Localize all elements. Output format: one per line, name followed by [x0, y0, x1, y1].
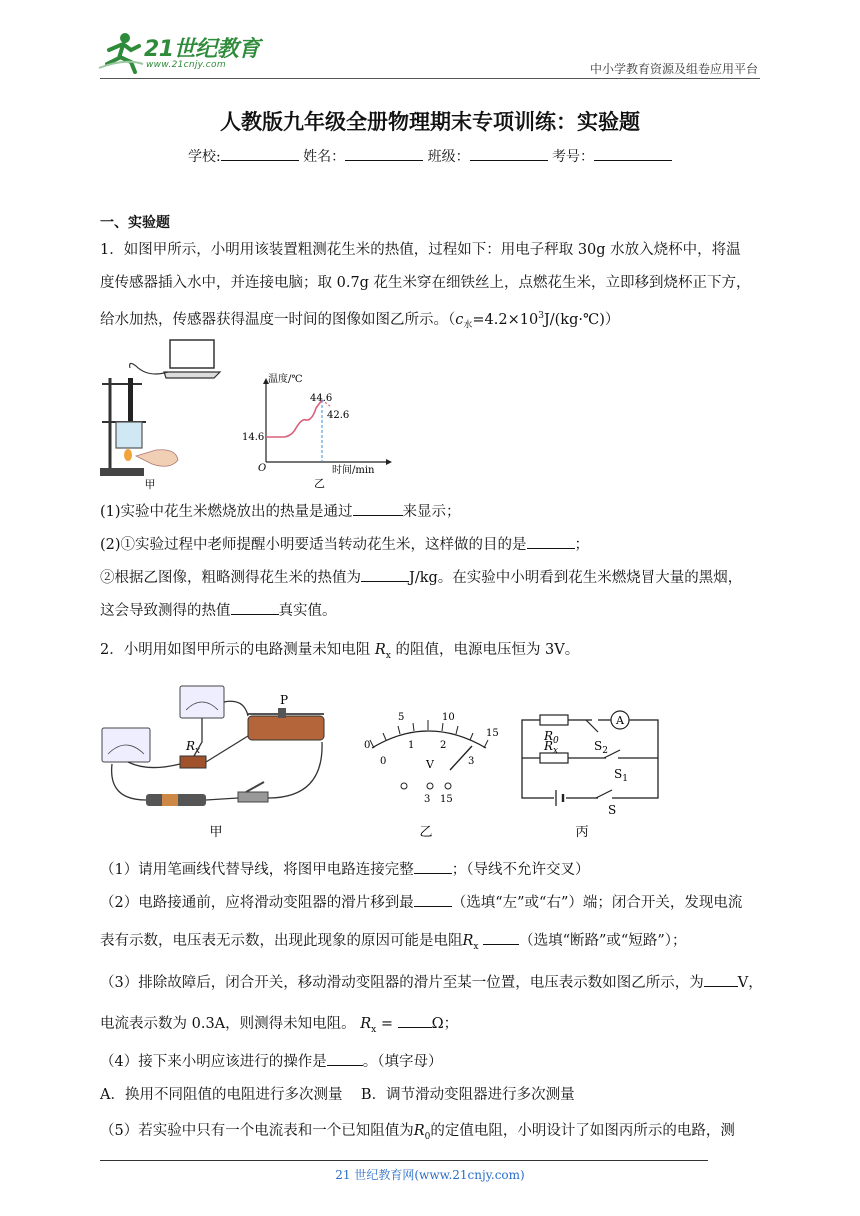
dial-bottom-1: 1 — [408, 740, 415, 751]
dial-bottom-3: 3 — [468, 756, 475, 767]
beaker — [116, 422, 142, 448]
graph-y-label: 温度/℃ — [268, 374, 303, 385]
q2-sub3: （3）排除故障后，闭合开关，移动滑动变阻器的滑片至某一位置，电压表示数如图乙所示，为 V， — [100, 967, 768, 1000]
q2-sub2: （2）电路接通前，应将滑动变阻器的滑片移到最 （选填“左”或“右”）端；闭合开关，发现电流 — [100, 887, 768, 920]
q2-sub1: （1）请用笔画线代替导线，将图甲电路连接完整 ；（导线不允许交叉） — [100, 854, 768, 887]
q1-blank-2[interactable] — [527, 534, 575, 549]
header-divider — [100, 78, 760, 79]
hand-icon — [136, 450, 178, 467]
q2-blank-5[interactable] — [398, 1013, 432, 1028]
fig3-s2-sub: 2 — [602, 746, 608, 756]
q2-stem: 2．小明用如图甲所示的电路测量未知电阻 $R_x$ 的阻值，电源电压恒为 3V。 — [100, 642, 580, 661]
graph-x-label: 时间/min — [332, 465, 375, 476]
footer-divider — [100, 1160, 708, 1161]
q2-figure-circuit-physical — [98, 680, 334, 840]
fig3-s2-label: S — [594, 739, 603, 753]
dial-top-0: 0 — [364, 740, 371, 751]
class-blank[interactable] — [470, 147, 548, 161]
q1-blank-4[interactable] — [231, 600, 279, 615]
school-blank[interactable] — [221, 147, 299, 161]
q1-line3: 给水加热，传感器获得温度一时间的图像如图乙所示。$(c_水=4.2\times 10^3J/(kg\cdot℃))$ — [100, 311, 620, 331]
svg-text:S2 — [594, 739, 608, 756]
q1-sub4: 这会导致测得的热值 真实值。 — [100, 595, 768, 628]
platform-label: 中小学教育资源及组卷应用平台 — [589, 62, 758, 76]
page-title: 人教版九年级全册物理期末专项训练：实验题 — [220, 110, 640, 134]
q1-blank-3[interactable] — [361, 567, 409, 582]
fig1-caption-jia: 甲 — [144, 478, 156, 491]
option-b[interactable]: B．调节滑动变阻器进行多次测量 — [360, 1087, 575, 1103]
dial-unit: V — [426, 758, 434, 771]
fig3-rx-label: R — [544, 739, 554, 753]
fig2-caption-yi: 乙 — [419, 825, 433, 840]
q1-figure-apparatus — [98, 338, 228, 490]
fig2-rx-label: R — [186, 739, 196, 753]
graph-end-value: 42.6 — [327, 410, 350, 421]
q2-blank-3[interactable] — [483, 930, 519, 945]
q1-line2: 度传感器插入水中，并连接电脑；取 0.7g 花生米穿在细铁丝上，点燃花生米，立即移到烧杯正下方， — [100, 275, 751, 291]
fig2-slider-label: P — [280, 693, 289, 707]
dial-terminal-3: 3 — [424, 794, 431, 805]
fig3-r0-label: R — [544, 729, 554, 743]
fig3-s-label: S — [608, 803, 617, 817]
fig2-caption-jia: 甲 — [209, 825, 223, 840]
laptop-base — [164, 372, 220, 378]
resistor-rx — [180, 756, 206, 768]
fig3-s1-label: S — [614, 767, 623, 781]
q2-sub4: （4）接下来小明应该进行的操作是 。（填字母） — [100, 1046, 768, 1079]
fig1-caption-yi: 乙 — [314, 477, 325, 490]
fig2-caption-bing: 丙 — [575, 825, 589, 840]
brand-name: 21世纪教育 — [144, 37, 260, 62]
brand-url: www.21cnjy.com — [146, 60, 226, 70]
laptop-screen — [170, 340, 214, 368]
exam-no-label: 考号： — [552, 149, 595, 165]
graph-curve — [266, 400, 322, 437]
q1-sub2: (2)①实验过程中老师提醒小明要适当转动花生米，这样做的目的是 ； — [100, 529, 768, 562]
footer-link[interactable]: 21 世纪教育网(www.21cnjy.com) — [335, 1168, 525, 1182]
q2-figure-voltmeter-dial — [358, 706, 508, 840]
switch — [238, 792, 268, 802]
exam-no-blank[interactable] — [594, 147, 672, 161]
q1-temperature-graph — [242, 370, 398, 490]
dial-terminal-15: 15 — [440, 794, 453, 805]
flame-icon — [124, 449, 132, 461]
dial-top-10: 10 — [442, 712, 455, 723]
dial-top-5: 5 — [398, 712, 405, 723]
q2-sub5: （5）若实验中只有一个电流表和一个已知阻值为$R_0$的定值电阻，小明设计了如图丙所示的电路，测 — [100, 1123, 735, 1142]
switch-s2 — [586, 720, 598, 732]
q2-blank-2[interactable] — [414, 892, 452, 907]
q1-sub1: (1)实验中花生米燃烧放出的热量是通过 来显示； — [100, 496, 768, 529]
fig2-rx-sub: x — [195, 746, 201, 756]
section-heading: 一、实验题 — [100, 215, 170, 231]
q2-figure-circuit-diagram — [514, 710, 664, 840]
stand-base — [100, 468, 144, 476]
q2-sub2-cont: 表有示数，电压表无示数，出现此现象的原因可能是电阻$R_x$ （选填“断路”或“短路”）； — [100, 925, 768, 964]
q1-blank-1[interactable] — [353, 501, 403, 516]
dial-bottom-0: 0 — [380, 756, 387, 767]
class-label: 班级： — [427, 149, 470, 165]
q1-sub3: ②根据乙图像，粗略测得花生米的热值为 J/kg。在实验中小明看到花生米燃烧冒大量的黑烟， — [100, 562, 768, 595]
dial-top-15: 15 — [486, 728, 499, 739]
rheostat — [248, 716, 324, 740]
name-blank[interactable] — [345, 147, 423, 161]
svg-text:S1 — [614, 767, 628, 784]
graph-start-value: 14.6 — [242, 432, 265, 443]
q2-blank-1[interactable] — [414, 859, 452, 874]
graph-origin: O — [258, 463, 267, 474]
graph-peak-value: 44.6 — [310, 393, 333, 404]
q2-sub3-cont: 电流表示数为 0.3A，则测得未知电阻。 $R_x = \Omega$； — [100, 1008, 768, 1047]
school-label: 学校: — [187, 149, 221, 165]
svg-text:Rx — [185, 739, 200, 756]
student-info — [0, 146, 860, 166]
q2-options — [100, 1079, 768, 1112]
dial-bottom-2: 2 — [440, 740, 447, 751]
fig3-s1-sub: 1 — [622, 774, 628, 784]
temperature-sensor — [128, 378, 133, 424]
name-label: 姓名： — [303, 149, 346, 165]
resistor-r0 — [540, 715, 568, 725]
fig3-rx-sub: x — [553, 746, 559, 756]
q1-line1: 1．如图甲所示，小明用该装置粗测花生米的热值，过程如下：用电子秤取 30g 水放入烧杯中，将温 — [100, 242, 741, 258]
fig3-r0-sub: 0 — [553, 736, 559, 746]
q2-blank-6[interactable] — [327, 1051, 363, 1066]
fig3-ammeter-label: A — [616, 714, 624, 727]
dial-arc — [372, 731, 486, 748]
option-a[interactable]: A．换用不同阻值的电阻进行多次测量 — [100, 1087, 343, 1103]
q2-blank-4[interactable] — [704, 972, 738, 987]
